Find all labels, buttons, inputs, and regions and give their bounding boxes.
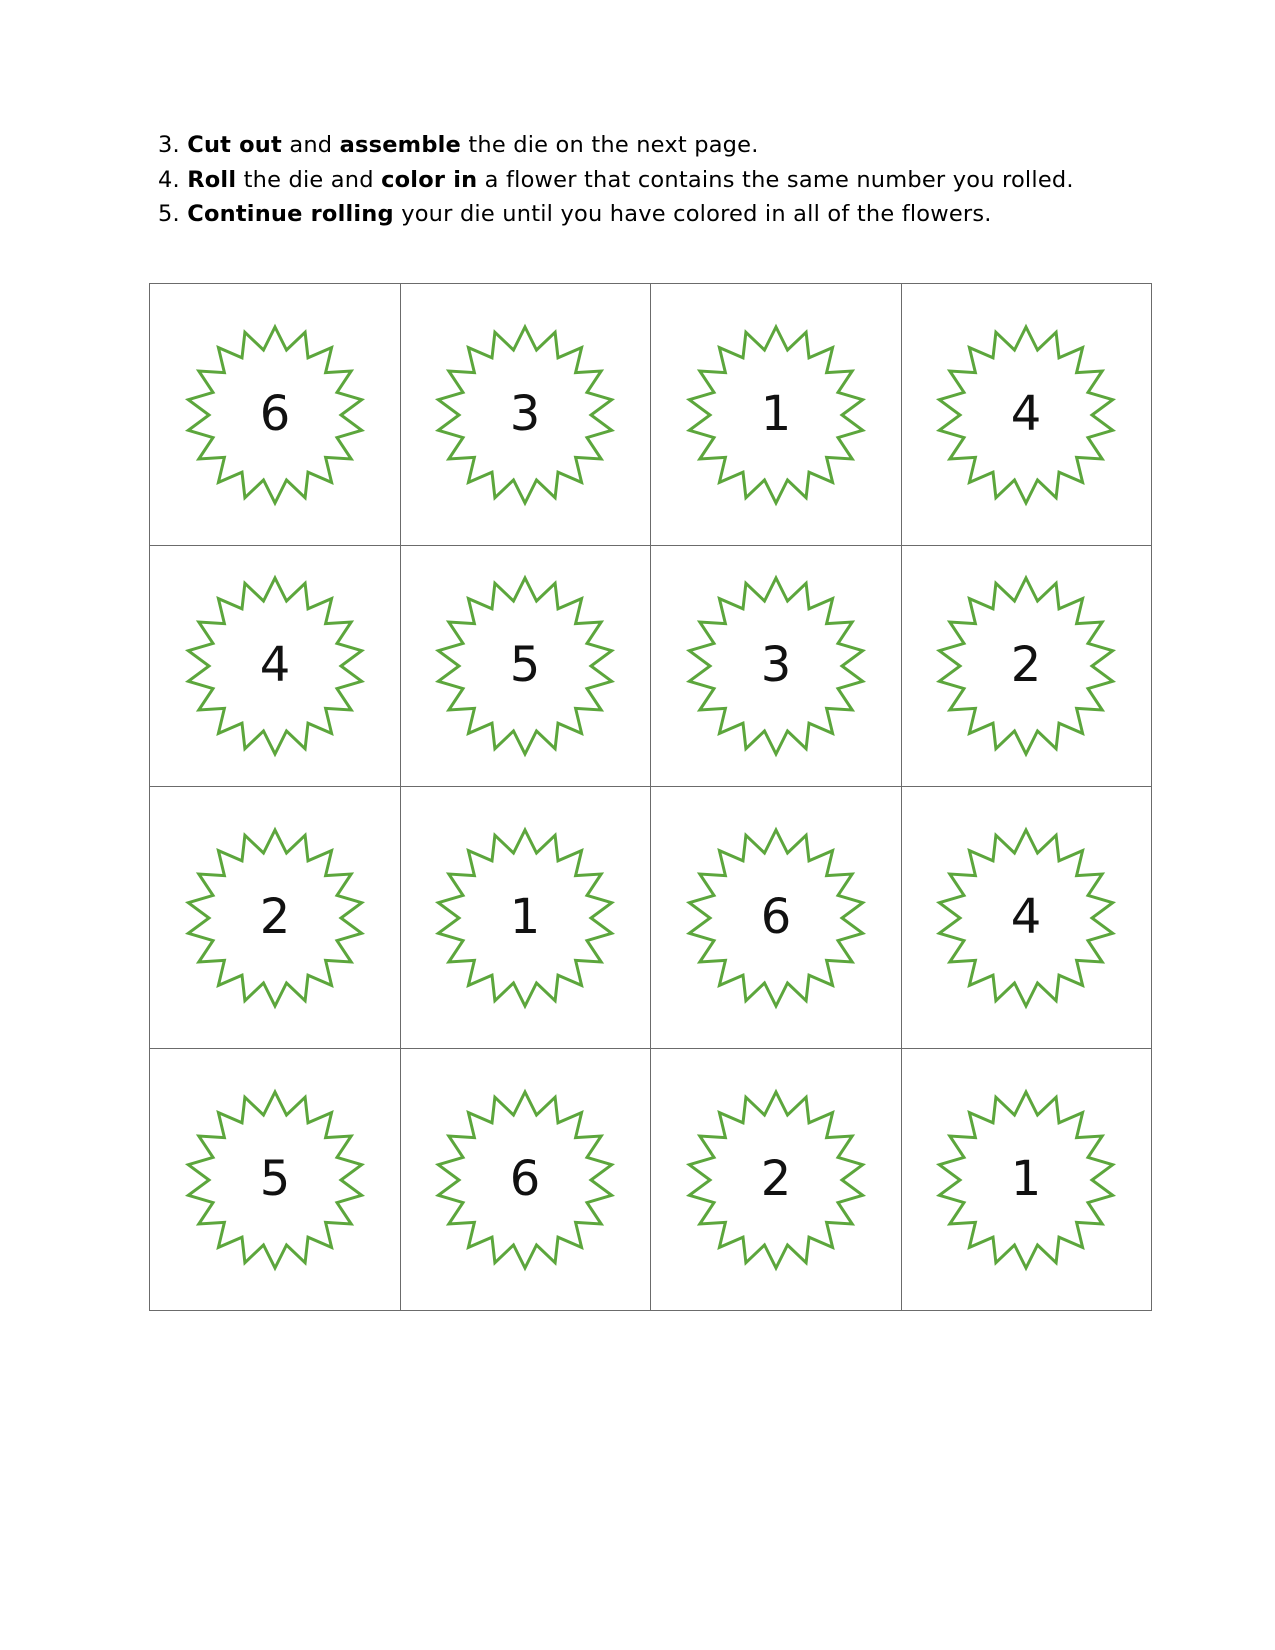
flower-icon: [430, 320, 620, 510]
flower-icon: [681, 320, 871, 510]
instruction-text-bold: Cut out: [187, 132, 282, 158]
flower-row: [150, 1049, 1152, 1311]
flower-cell: [651, 1049, 902, 1311]
flower-cell: [150, 284, 401, 546]
step-number: 5.: [158, 201, 180, 227]
flower-cell: [651, 546, 902, 787]
flower-icon: [931, 823, 1121, 1013]
flower-icon: [430, 823, 620, 1013]
instruction-text: the die on the next page.: [461, 132, 759, 158]
flower-number: 6: [509, 1150, 541, 1207]
flower-cell: [150, 546, 401, 787]
flower-cell: [651, 284, 902, 546]
flower-number: 2: [259, 888, 291, 945]
flower-icon: [931, 1085, 1121, 1275]
instruction-step-3: [158, 128, 1158, 163]
flower-cell: [901, 1049, 1152, 1311]
flower-number: 4: [1010, 888, 1042, 945]
flower-icon: [180, 320, 370, 510]
instruction-text-bold: assemble: [339, 132, 461, 158]
instructions-list: [158, 128, 1158, 232]
flower-icon: [931, 320, 1121, 510]
instruction-text: the die and: [236, 166, 382, 193]
step-number: 4.: [158, 166, 180, 193]
flower-row: [150, 787, 1152, 1049]
flower-icon: [931, 571, 1121, 761]
flower-cell: [400, 284, 651, 546]
flower-grid: [149, 283, 1152, 1311]
flower-cell: [400, 787, 651, 1049]
instruction-step-4: [158, 163, 1158, 198]
instruction-step-5: [158, 197, 1158, 232]
flower-icon: [430, 1085, 620, 1275]
flower-icon: [681, 823, 871, 1013]
instruction-text-bold: Continue rolling: [187, 201, 394, 227]
flower-cell: [901, 284, 1152, 546]
step-number: 3.: [158, 132, 180, 158]
flower-cell: [400, 546, 651, 787]
flower-number: 2: [760, 1150, 792, 1207]
flower-icon: [430, 571, 620, 761]
flower-cell: [400, 1049, 651, 1311]
flower-cell: [901, 546, 1152, 787]
flower-cell: [651, 787, 902, 1049]
flower-number: 3: [509, 385, 541, 442]
flower-number: 1: [1010, 1150, 1042, 1207]
flower-number: 3: [760, 637, 792, 693]
flower-cell: [150, 787, 401, 1049]
instruction-text: a flower that contains the same number you rolled.: [477, 166, 1074, 193]
flower-icon: [681, 1085, 871, 1275]
flower-number: 6: [760, 888, 792, 945]
flower-cell: [150, 1049, 401, 1311]
flower-number: 1: [509, 888, 541, 945]
flower-icon: [180, 823, 370, 1013]
flower-number: 6: [259, 385, 291, 442]
flower-row: [150, 284, 1152, 546]
flower-icon: [180, 571, 370, 761]
flower-number: 4: [259, 637, 291, 693]
flower-number: 5: [259, 1150, 291, 1207]
flower-row: [150, 546, 1152, 787]
flower-number: 5: [509, 637, 541, 693]
instruction-text: your die until you have colored in all of the flowers.: [393, 201, 992, 227]
flower-icon: [180, 1085, 370, 1275]
instruction-text-bold: color in: [381, 166, 478, 193]
instruction-text: and: [282, 132, 340, 158]
flower-cell: [901, 787, 1152, 1049]
flower-number: 4: [1010, 385, 1042, 442]
flower-number: 1: [760, 385, 792, 442]
instruction-text-bold: Roll: [187, 166, 237, 193]
flower-number: 2: [1010, 637, 1042, 693]
flower-icon: [681, 571, 871, 761]
